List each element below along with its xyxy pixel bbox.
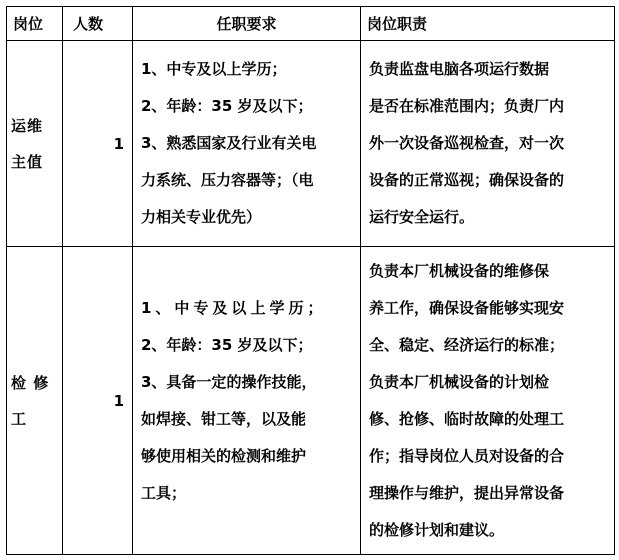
table-row bbox=[7, 41, 615, 247]
requirement-line: 3、具备一定的操作技能， bbox=[141, 372, 317, 391]
duty-line: 养工作，确保设备能够实现安 bbox=[369, 298, 565, 317]
requirement-line: 2、年龄：35 岁及以下； bbox=[141, 335, 313, 354]
position-line: 工 bbox=[11, 409, 28, 428]
duty-line: 作；指导岗位人员对设备的合 bbox=[369, 446, 565, 465]
duty-line: 外一次设备巡视检查，对一次 bbox=[369, 134, 565, 152]
position-cell bbox=[7, 247, 63, 555]
header-row bbox=[7, 7, 615, 41]
duty-line: 负责本厂机械设备的维修保 bbox=[369, 261, 550, 280]
duty-line: 的检修计划和建议。 bbox=[369, 520, 505, 539]
duty-line: 全、稳定、经济运行的标准； bbox=[369, 335, 565, 354]
duty-line: 设备的正常巡视；确保设备的 bbox=[369, 171, 565, 189]
table-row bbox=[7, 247, 615, 555]
requirement-line: 力相关专业优先） bbox=[141, 208, 262, 226]
requirement-line: 工具； bbox=[141, 483, 187, 502]
requirement-line: 1、中专及以上学历； bbox=[141, 60, 287, 78]
duty-line: 负责本厂机械设备的计划检 bbox=[369, 372, 550, 391]
requirement-line: 1、中专及以上学历； bbox=[141, 298, 327, 317]
duty-line: 负责监盘电脑各项运行数据 bbox=[369, 60, 550, 78]
duty-line: 是否在标准范围内；负责厂内 bbox=[369, 97, 565, 115]
requirement-line: 如焊接、钳工等，以及能 bbox=[141, 409, 307, 428]
count-cell: 1 bbox=[63, 41, 133, 247]
requirements-cell bbox=[133, 41, 361, 247]
position-line: 运维 bbox=[11, 116, 44, 135]
job-table bbox=[6, 6, 615, 555]
requirements-cell bbox=[133, 247, 361, 555]
header-position: 岗位 bbox=[7, 7, 63, 41]
position-line: 主值 bbox=[11, 152, 44, 171]
count-cell: 1 bbox=[63, 247, 133, 555]
header-duties: 岗位职责 bbox=[361, 7, 615, 41]
duty-line: 修、抢修、临时故障的处理工 bbox=[369, 409, 565, 428]
position-line: 检 修 bbox=[11, 373, 50, 392]
duties-cell bbox=[361, 247, 615, 555]
requirement-line: 力系统、压力容器等；（电 bbox=[141, 171, 314, 189]
requirement-line: 3、熟悉国家及行业有关电 bbox=[141, 134, 317, 152]
position-cell bbox=[7, 41, 63, 247]
requirement-line: 2、年龄：35 岁及以下； bbox=[141, 97, 313, 115]
header-count: 人数 bbox=[63, 7, 133, 41]
duty-line: 理操作与维护，提出异常设备 bbox=[369, 483, 565, 502]
requirement-line: 够使用相关的检测和维护 bbox=[141, 446, 307, 465]
duties-cell bbox=[361, 41, 615, 247]
duty-line: 运行安全运行。 bbox=[369, 208, 475, 226]
header-requirements: 任职要求 bbox=[133, 7, 361, 41]
